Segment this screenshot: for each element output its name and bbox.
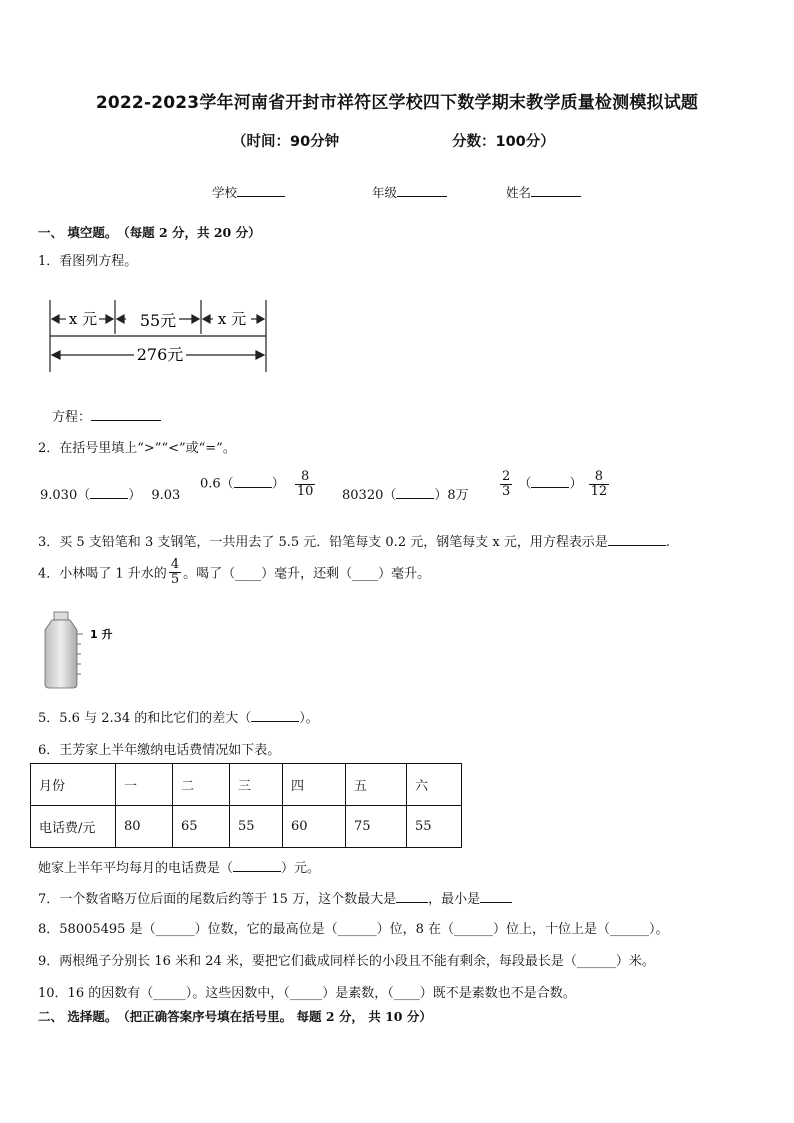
- table-cell: 二: [173, 764, 230, 806]
- q9-text[interactable]: 9．两根绳子分别长 16 米和 24 米，要把它们截成同样长的小段且不能有剩余，每段最长是（______）米。: [38, 954, 655, 969]
- phone-fee-table: [30, 763, 462, 848]
- water-bottle-icon: [44, 610, 134, 690]
- table-cell: 55: [230, 806, 283, 848]
- section1-heading: 一、 填空题。 （每题 2 分，共 20 分）: [38, 225, 261, 240]
- q2-item-3[interactable]: 80320（ ）8万: [342, 488, 469, 503]
- table-cell: 65: [173, 806, 230, 848]
- label-x-right: x 元: [217, 310, 247, 328]
- bottle-label: 1 升: [90, 628, 113, 641]
- name-label: 姓名: [506, 185, 532, 200]
- q2-item-1[interactable]: 9.030（ ） 9.03: [40, 488, 181, 503]
- grade-field[interactable]: [372, 183, 447, 201]
- school-field[interactable]: [212, 183, 285, 201]
- table-cell: 五: [346, 764, 407, 806]
- q5-text[interactable]: 5．5.6 与 2.34 的和比它们的差大（ ）。: [38, 711, 319, 726]
- table-cell: 80: [116, 806, 173, 848]
- fraction-4-5: $\frac{4}{5}$: [170, 557, 180, 587]
- q3-text[interactable]: 3．买 5 支铅笔和 3 支钢笔，一共用去了 5.5 元．铅笔每支 0.2 元，钢笔每支 x 元，用方程表示是 .: [38, 535, 670, 550]
- q1-answer[interactable]: [52, 406, 161, 425]
- fraction-8-12: $\frac{8}{12}$: [590, 469, 608, 499]
- table-cell: 75: [346, 806, 407, 848]
- q6-text: 6．王芳家上半年缴纳电话费情况如下表。: [38, 743, 281, 758]
- q10-text[interactable]: 10．16 的因数有（_____）。这些因数中，（_____）是素数，（____）既不是素数也不是合数。: [38, 986, 576, 1001]
- table-cell: 三: [230, 764, 283, 806]
- table-cell: 电话费/元: [31, 806, 116, 848]
- fraction-8-10: $\frac{8}{10}$: [296, 469, 314, 499]
- exam-time: （时间：90分钟: [232, 134, 340, 150]
- table-cell: 六: [407, 764, 462, 806]
- section2-heading: 二、 选择题。 （把正确答案序号填在括号里。 每题 2 分， 共 10 分）: [38, 1009, 432, 1024]
- q2-item-4[interactable]: $\frac{2}{3}$ （ ） $\frac{8}{12}$: [502, 469, 608, 499]
- label-x-left: x 元: [68, 310, 98, 328]
- q1-answer-label: 方程：: [52, 410, 92, 425]
- name-field[interactable]: [506, 183, 581, 201]
- exam-score: 分数：100分）: [452, 134, 555, 150]
- q1-text: 1．看图列方程。: [38, 254, 138, 269]
- label-total: 276元: [136, 345, 184, 364]
- grade-label: 年级: [372, 185, 398, 200]
- school-label: 学校: [212, 185, 238, 200]
- table-cell: 55: [407, 806, 462, 848]
- table-cell: 四: [283, 764, 346, 806]
- label-55: 55元: [139, 311, 177, 330]
- q4-text[interactable]: 4．小林喝了 1 升水的 $\frac{4}{5}$ 。喝了（____）毫升，还剩（____）毫升。: [38, 557, 431, 587]
- q2-text: 2．在括号里填上“>”“<”或“=”。: [38, 441, 236, 456]
- exam-title: 2022-2023学年河南省开封市祥符区学校四下数学期末教学质量检测模拟试题: [95, 93, 699, 113]
- q7-text[interactable]: 7．一个数省略万位后面的尾数后约等于 15 万，这个数最大是 ，最小是: [38, 888, 512, 907]
- table-cell: 月份: [31, 764, 116, 806]
- table-cell: 60: [283, 806, 346, 848]
- table-cell: 一: [116, 764, 173, 806]
- q6-question[interactable]: 她家上半年平均每月的电话费是（ ）元。: [38, 861, 321, 876]
- table-row: [31, 764, 462, 806]
- q8-text[interactable]: 8．58005495 是（______）位数，它的最高位是（______）位，8 在（______）位上，十位上是（______）。: [38, 922, 669, 937]
- segment-diagram: [40, 298, 280, 374]
- table-row: [31, 806, 462, 848]
- fraction-2-3: $\frac{2}{3}$: [502, 469, 511, 499]
- q2-item-2[interactable]: 0.6（ ） $\frac{8}{10}$: [200, 469, 314, 499]
